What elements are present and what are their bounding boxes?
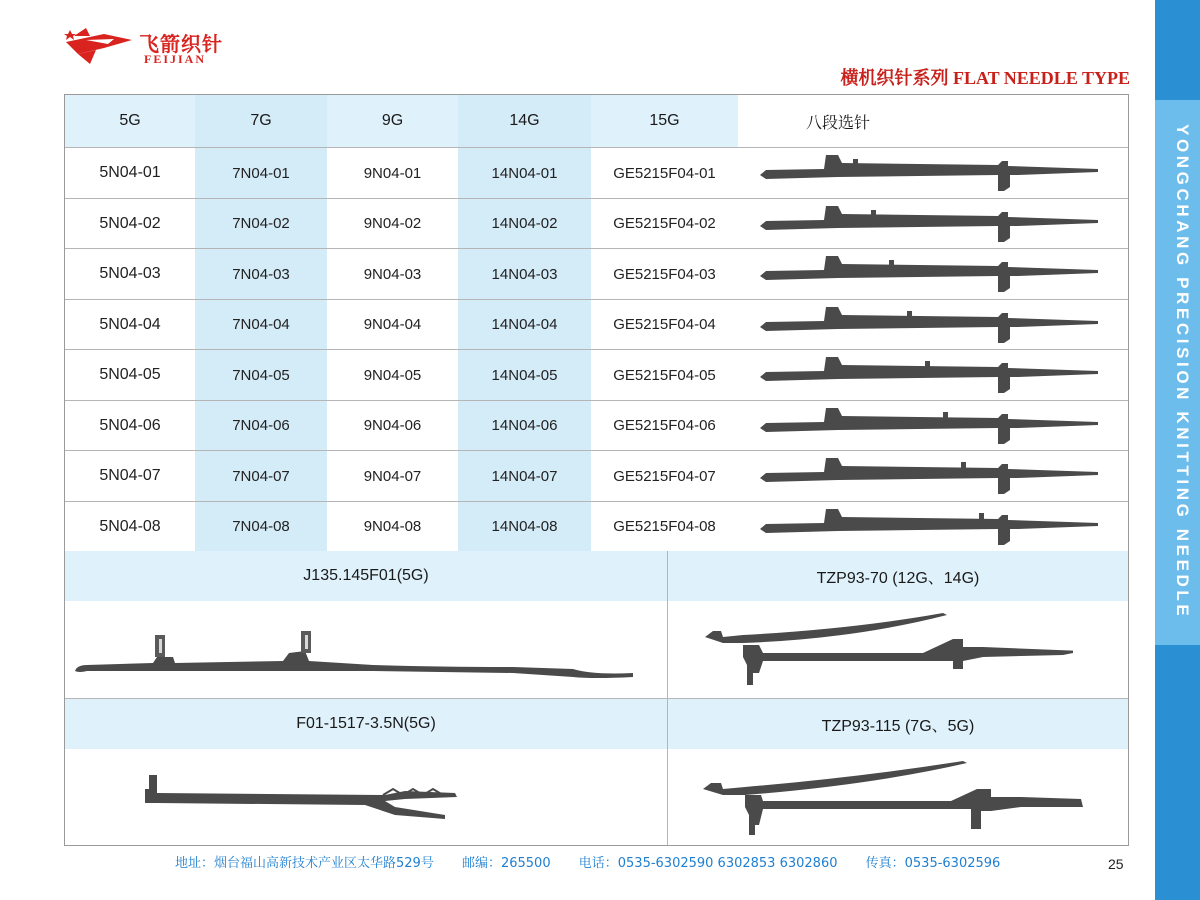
eight-stage-needle-image [758, 151, 1103, 195]
brand-logo [64, 24, 234, 70]
table-cell: GE5215F04-01 [613, 164, 716, 182]
table-cell: 5N04-03 [99, 265, 161, 282]
table-cell: 14N04-07 [491, 467, 558, 485]
table-cell: GE5215F04-07 [613, 467, 716, 485]
table-cell: 5N04-06 [99, 416, 161, 434]
eight-stage-needle-image [758, 202, 1103, 246]
table-cell: 14N04-02 [491, 215, 558, 232]
table-cell: 5N04-08 [99, 517, 161, 535]
table-cell: 7N04-08 [232, 518, 290, 535]
table-cell: GE5215F04-02 [613, 215, 716, 232]
footer-address: 地址：烟台福山高新技术产业区太华路529号 [175, 856, 434, 871]
table-cell: 7N04-07 [232, 467, 290, 485]
table-cell: 9N04-04 [363, 316, 422, 333]
header-14g: 14G [509, 112, 540, 129]
table-cell: 14N04-04 [491, 316, 558, 333]
header-eight-stage: 八段选针 [805, 112, 870, 132]
panel-title-j135: J135.145F01(5G) [65, 551, 667, 601]
table-cell: 5N04-05 [99, 366, 161, 383]
table-cell: 14N04-06 [491, 417, 558, 434]
table-cell: 14N04-01 [491, 164, 558, 182]
table-cell: 7N04-01 [232, 164, 290, 182]
panel-title-tzp93-115: TZP93-115 (7G、5G) [668, 699, 1128, 749]
sidebar-text: YONGCHANG PRECISION KNITTING NEEDLE [1173, 124, 1192, 620]
footer-contact [175, 852, 1024, 871]
footer-phone: 电话：0535-6302590 6302853 6302860 [578, 856, 838, 871]
panel-horizontal-divider [65, 698, 1128, 699]
eight-stage-needle-image [758, 505, 1103, 549]
eight-stage-needle-image [758, 252, 1103, 296]
needle-image-tzp93-115 [701, 759, 1091, 839]
needle-image-j135 [73, 631, 643, 681]
table-cell: 5N04-01 [99, 164, 161, 181]
panel-title-tzp93-70: TZP93-70 (12G、14G) [668, 551, 1128, 601]
table-cell: 14N04-03 [491, 265, 558, 283]
brand-name-en: FEIJIAN [144, 52, 207, 66]
table-cell: 7N04-02 [232, 215, 290, 232]
panel-title-f01-1517: F01-1517-3.5N(5G) [65, 699, 667, 749]
table-cell: 9N04-03 [363, 265, 422, 283]
table-cell: 7N04-06 [232, 417, 290, 434]
table-cell: 9N04-07 [363, 467, 422, 485]
table-cell: 9N04-08 [363, 518, 422, 535]
needle-panels [64, 551, 1129, 846]
eight-stage-needle-image [758, 454, 1103, 498]
footer-fax: 传真：0535-6302596 [865, 856, 1001, 871]
needle-image-tzp93-70 [703, 609, 1073, 689]
needle-image-f01-1517 [145, 771, 465, 831]
table-cell: GE5215F04-04 [613, 316, 716, 333]
needle-table [64, 94, 1129, 552]
table-cell: 14N04-08 [491, 518, 558, 535]
table-cell: 7N04-05 [232, 366, 290, 384]
table-cell: 5N04-02 [99, 214, 161, 232]
eight-stage-needle-image [758, 303, 1103, 347]
table-cell: 5N04-07 [99, 467, 161, 484]
table-cell: 9N04-05 [363, 366, 422, 384]
header-9g: 9G [381, 112, 404, 129]
eight-stage-needle-image [758, 404, 1103, 448]
table-cell: 9N04-06 [363, 417, 422, 434]
table-cell: 5N04-04 [99, 315, 161, 333]
header-15g: 15G [649, 112, 680, 129]
table-cell: GE5215F04-08 [613, 518, 716, 535]
table-cell: 7N04-04 [232, 316, 290, 333]
series-title: 横机织针系列 FLAT NEEDLE TYPE [840, 68, 1130, 88]
table-cell: 7N04-03 [232, 265, 290, 283]
page-number: 25 [1108, 856, 1124, 872]
table-cell: 9N04-01 [363, 164, 422, 182]
table-cell: GE5215F04-06 [613, 417, 716, 434]
table-cell: GE5215F04-03 [613, 265, 716, 283]
rocket-logo-icon [64, 24, 136, 68]
sidebar [1155, 0, 1200, 900]
table-cell: 14N04-05 [491, 366, 558, 384]
footer-postcode: 邮编：265500 [461, 856, 551, 871]
table-cell: GE5215F04-05 [613, 366, 716, 384]
header-7g: 7G [250, 112, 272, 129]
table-cell: 9N04-02 [363, 215, 422, 232]
eight-stage-needle-image [758, 353, 1103, 397]
brand-name-cn: 飞箭织针 [139, 32, 223, 56]
header-5g: 5G [119, 112, 141, 129]
